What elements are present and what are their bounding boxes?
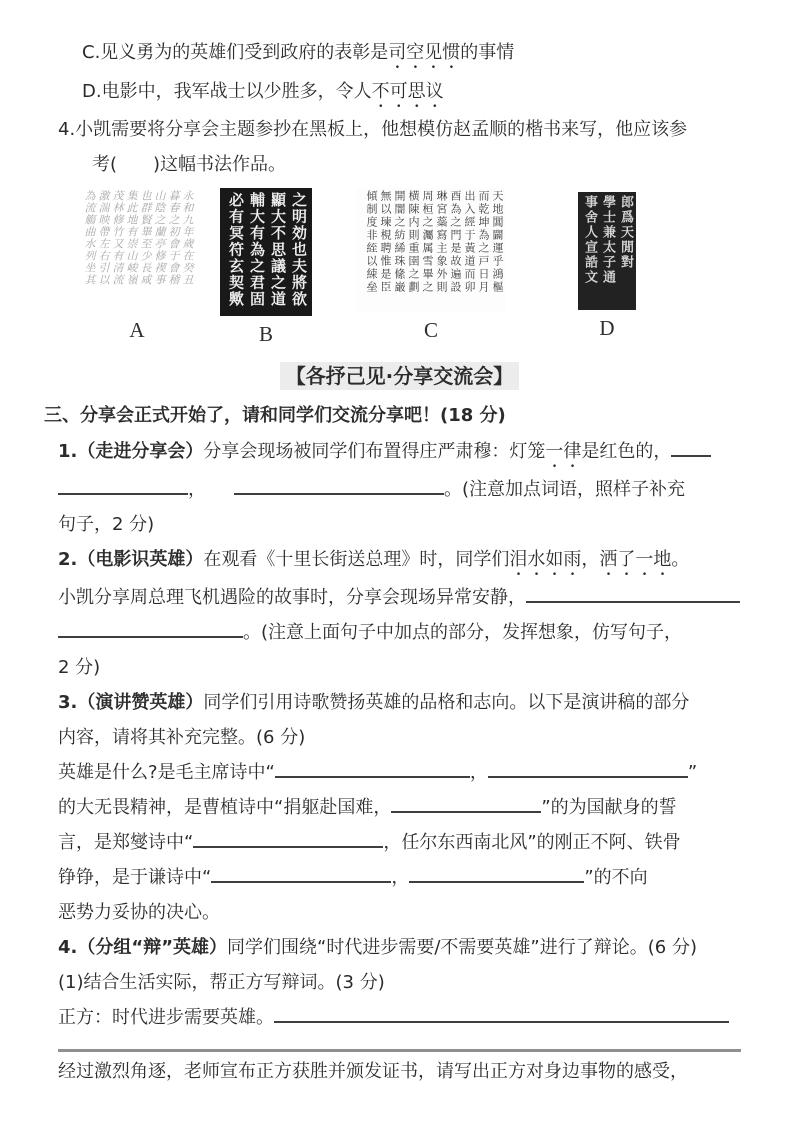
q4-line-2: (1)结合生活实际，帮正方写辩词。(3 分) bbox=[58, 972, 385, 993]
q4-lead: 4.（分组“辩”英雄） bbox=[58, 937, 228, 958]
footer-prompt: 经过激烈角逐，老师宣布正方获胜并颁发证书，请写出正方对身边事物的感受， bbox=[58, 1061, 688, 1082]
option-c-tail: 的事情 bbox=[460, 42, 515, 63]
calligraphy-label-a: A bbox=[129, 318, 145, 342]
q2-line-4: 2 分) bbox=[58, 657, 101, 678]
answer-blank bbox=[234, 473, 444, 495]
q2-line-1 bbox=[58, 542, 741, 580]
q1-line-1 bbox=[58, 434, 741, 472]
q2-lead: 2.（电影识英雄） bbox=[58, 549, 204, 570]
q2-line-3 bbox=[58, 615, 741, 650]
q3-comma-2: ， bbox=[391, 867, 410, 888]
question-4-intro-line-2: 考( )这幅书法作品。 bbox=[92, 154, 287, 175]
section-banner bbox=[58, 360, 741, 394]
calligraphy-image-b: 之明効也夫將欲 顯大不思議之道 輔大有為之君固 必有冥符玄契歟 bbox=[220, 188, 312, 316]
answer-blank bbox=[275, 756, 470, 778]
calligraphy-option-a bbox=[78, 188, 196, 342]
q3-comma: ， bbox=[469, 762, 488, 783]
q4-text: 同学们围绕“时代进步需要/不需要英雄”进行了辩论。(6 分) bbox=[227, 937, 697, 958]
answer-blank bbox=[488, 756, 688, 778]
option-d bbox=[58, 73, 741, 112]
section-banner-text: 【各抒己见·分享交流会】 bbox=[280, 362, 520, 390]
part-3-heading: 三、分享会正式开始了，请和同学们交流分享吧！(18 分) bbox=[44, 405, 506, 426]
option-c-text: C.见义勇为的英雄们受到政府的表彰是 bbox=[82, 42, 389, 63]
q3-text: 同学们引用诗歌赞扬英雄的品格和志向。以下是演讲稿的部分 bbox=[203, 692, 690, 713]
q3-line-6 bbox=[58, 860, 741, 895]
calligraphy-option-b bbox=[220, 188, 312, 346]
q3-line-7: 恶势力妥协的决心。 bbox=[58, 902, 220, 923]
answer-blank bbox=[193, 826, 383, 848]
calligraphy-label-d: D bbox=[599, 316, 615, 340]
calligraphy-option-c bbox=[356, 188, 506, 342]
q2-note: 。(注意上面句子中加点的部分，发挥想象，仿写句子， bbox=[243, 622, 683, 643]
answer-blank bbox=[671, 435, 711, 457]
q2-emphasis-1: 泪水如雨 bbox=[509, 549, 582, 570]
answer-rule-line bbox=[58, 1049, 741, 1052]
answer-blank bbox=[58, 616, 243, 638]
q3-text-5b: ，任尔东西南北风”的刚正不阿、铁骨 bbox=[383, 832, 681, 853]
q1-lead: 1.（走进分享会） bbox=[58, 441, 204, 462]
answer-blank bbox=[58, 473, 188, 495]
q3-text-4: 的大无畏精神，是曹植诗中“捐躯赴国难， bbox=[58, 797, 392, 818]
q3-lead: 3.（演讲赞英雄） bbox=[58, 692, 204, 713]
option-d-text: D.电影中，我军战士以少胜多，令人 bbox=[82, 81, 372, 102]
option-d-emphasis: 不可思议 bbox=[371, 81, 444, 102]
q2-period: 。 bbox=[671, 549, 690, 570]
q3-text-6c: ”的不向 bbox=[584, 867, 648, 888]
q3-line-1 bbox=[58, 685, 741, 720]
calligraphy-label-c: C bbox=[423, 318, 438, 342]
q3-text-6: 铮铮，是于谦诗中“ bbox=[58, 867, 212, 888]
q1-line-2 bbox=[58, 472, 741, 507]
q4-line-3 bbox=[58, 1000, 741, 1035]
answer-blank bbox=[409, 861, 584, 883]
q3-quote-open: 英雄是什么?是毛主席诗中“ bbox=[58, 762, 275, 783]
answer-blank bbox=[391, 791, 541, 813]
answer-blank bbox=[526, 581, 740, 603]
q1-line-3: 句子，2 分) bbox=[58, 514, 155, 535]
q1-comma: ， bbox=[188, 479, 206, 500]
q3-text-4b: ”的为国献身的誓 bbox=[541, 797, 677, 818]
answer-blank bbox=[274, 1001, 729, 1023]
option-c-emphasis: 司空见惯 bbox=[388, 42, 461, 63]
q1-emphasis: 一律 bbox=[545, 441, 582, 462]
q3-line-4 bbox=[58, 790, 741, 825]
q3-line-3 bbox=[58, 755, 741, 790]
question-4-intro-line-1: 4.小凯需要将分享会主题参抄在黑板上，他想模仿赵孟顺的楷书来写，他应该参 bbox=[58, 119, 688, 140]
q2-emphasis-2: 洒了一地 bbox=[599, 549, 672, 570]
q3-quote-close: ” bbox=[687, 762, 698, 783]
calligraphy-options-row bbox=[58, 188, 741, 350]
option-c bbox=[58, 34, 741, 73]
calligraphy-image-d: 郎爲天閒對 學士兼太子通 事舍人宣誥文 bbox=[578, 192, 636, 310]
calligraphy-image-c: 天地閶闢運乎鴻樞 而乾坤為之戸日月 出入經于黃道而卯 酉為之門是故遍設 琳宮蘂寫主象外則 周桓之灟属雪畢之 横陳内則重圉之劃 開闇之紡絺珠絛巌 無以瑓梘聘惟是臣 傾制度非絰以綀垒 bbox=[356, 188, 506, 312]
calligraphy-label-b: B bbox=[258, 322, 273, 346]
q3-line-2: 内容，请将其补充完整。(6 分) bbox=[58, 727, 306, 748]
q2-text: 在观看《十里长街送总理》时，同学们 bbox=[203, 549, 510, 570]
q1-text-tail: 是红色的， bbox=[581, 441, 672, 462]
q1-note: 。(注意加点词语，照样子补充 bbox=[444, 479, 686, 500]
q4-line-1 bbox=[58, 930, 741, 965]
q4-pro-side-text: 正方：时代进步需要英雄。 bbox=[58, 1007, 274, 1028]
q2-text-2: 小凯分享周总理飞机遇险的故事时，分享会现场异常安静， bbox=[58, 587, 526, 608]
q2-comma: ， bbox=[581, 549, 600, 570]
calligraphy-option-d bbox=[578, 188, 636, 340]
calligraphy-image-a: 永和九年歲在癸丑 暮春之初會于會稽 山陰之蘭亭修禊事 也群賢畢至少長咸 集此地有崇山峻嶺 茂林修竹又有清流 激湍映帶左右引以 為流觴曲水列坐其 bbox=[78, 188, 196, 312]
q2-line-2 bbox=[58, 580, 741, 615]
answer-blank bbox=[211, 861, 391, 883]
q1-text: 分享会现场被同学们布置得庄严肃穆：灯笼 bbox=[203, 441, 546, 462]
q3-text-5: 言，是郑燮诗中“ bbox=[58, 832, 194, 853]
q3-line-5 bbox=[58, 825, 741, 860]
